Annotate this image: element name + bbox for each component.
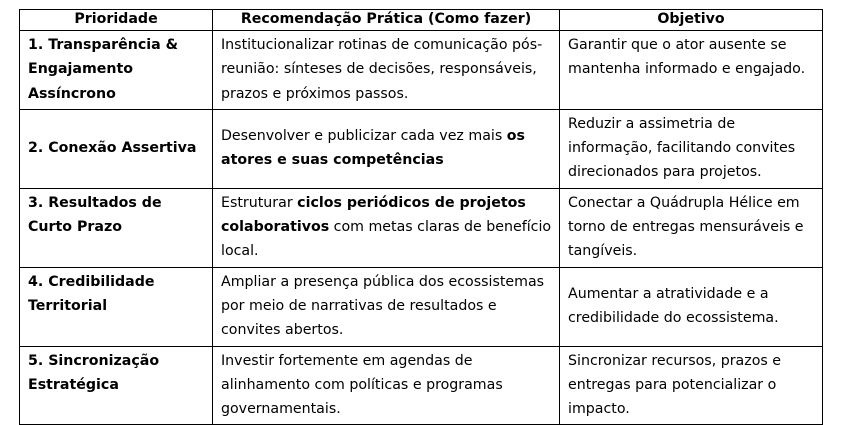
recommendation-text: Institucionalizar rotinas de comunicação pós-reunião: sínteses de decisões, responsáveis, prazos e próximos passos. (221, 37, 543, 102)
recommendation-cell (213, 31, 560, 110)
recommendation-cell (213, 267, 560, 346)
priority-cell: 3. Resultados de Curto Prazo (20, 188, 213, 267)
table-row (20, 346, 823, 425)
objective-cell: Reduzir a assimetria de informação, facilitando convites direcionados para projetos. (560, 109, 823, 188)
recommendation-text: Investir fortemente em agendas de alinhamento com políticas e programas governamentais. (221, 352, 503, 418)
recommendation-emphasis: ciclos periódicos de projetos colaborativos (221, 194, 526, 236)
priority-cell: 2. Conexão Assertiva (20, 109, 213, 188)
table-row (20, 109, 823, 188)
recommendation-cell (213, 109, 560, 188)
recommendation-text: Estruturar (221, 194, 298, 211)
priority-cell: 4. Credibilidade Territorial (20, 267, 213, 346)
header-recommendation: Recomendação Prática (Como fazer) (213, 10, 560, 31)
objective-cell: Aumentar a atratividade e a credibilidade do ecossistema. (560, 267, 823, 346)
recommendation-emphasis: os atores e suas competências (221, 128, 525, 169)
recommendations-table (19, 9, 823, 425)
recommendation-text-end: com metas claras de benefício local. (221, 219, 552, 260)
objective-cell: Conectar a Quádrupla Hélice em torno de entregas mensuráveis e tangíveis. (560, 188, 823, 267)
header-row (20, 10, 823, 31)
objective-cell: Sincronizar recursos, prazos e entregas para potencializar o impacto. (560, 346, 823, 425)
table-row (20, 267, 823, 346)
priority-cell: 5. Sincronização Estratégica (20, 346, 213, 425)
recommendation-text: Desenvolver e publicizar cada vez mais (221, 128, 507, 145)
table-row (20, 31, 823, 110)
recommendation-text: Ampliar a presença pública dos ecossistemas por meio de narrativas de resultados e convites abertos. (221, 273, 545, 339)
objective-cell: Garantir que o ator ausente se mantenha informado e engajado. (560, 31, 823, 110)
header-priority: Prioridade (20, 10, 213, 31)
header-objective: Objetivo (560, 10, 823, 31)
recommendation-cell (213, 188, 560, 267)
priority-cell: 1. Transparência & Engajamento Assíncrono (20, 31, 213, 110)
table-row (20, 188, 823, 267)
recommendation-cell (213, 346, 560, 425)
